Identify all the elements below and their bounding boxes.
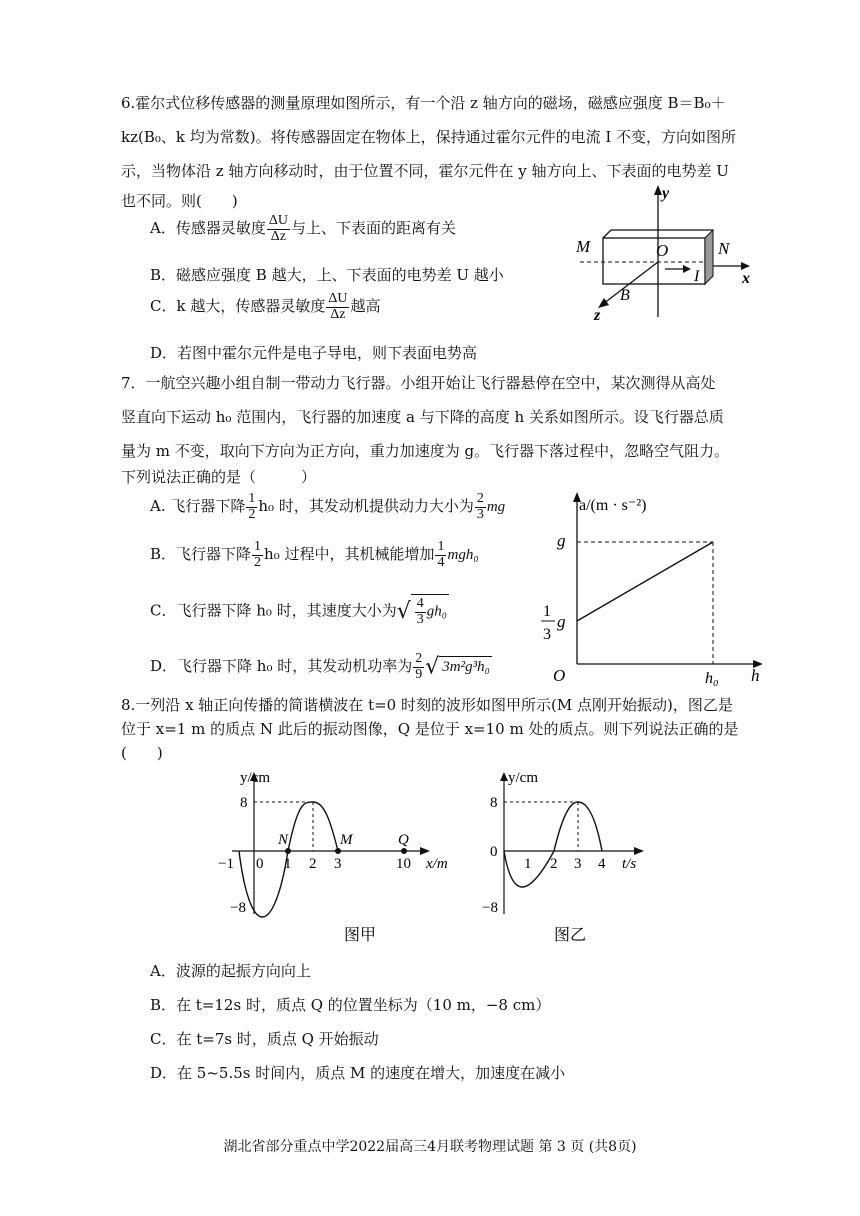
fraction-one-quarter — [435, 540, 446, 570]
figb-tick-1: 1 — [524, 856, 532, 872]
fraction-num: 1 — [254, 539, 262, 554]
figb-xlabel: t/s — [622, 856, 637, 872]
graph-label-g2: g — [557, 612, 566, 631]
figa-xlabel: x/m — [426, 856, 448, 872]
radical-sign: √ — [425, 654, 440, 680]
q7-option-d-text: D．飞行器下降 h₀ 时，其发动机功率为 — [150, 657, 413, 676]
fraction-num: 2 — [476, 491, 484, 506]
figb-tick-8: 8 — [490, 795, 498, 811]
figb-tick-2: 2 — [550, 856, 558, 872]
fraction-num: 4 — [416, 596, 424, 611]
fraction-den: 4 — [437, 554, 445, 570]
graph-label-h: h — [751, 666, 760, 685]
figb-caption: 图乙 — [554, 927, 587, 944]
fig-label-n: N — [718, 239, 730, 258]
q7-option-a — [150, 492, 505, 522]
figa-tick-8: 8 — [240, 795, 248, 811]
figa-label-q: Q — [398, 832, 409, 848]
figa-tick-10: 10 — [396, 856, 411, 872]
q6-option-c — [150, 292, 380, 322]
q8-option-c: C．在 t=7s 时，质点 Q 开始振动 — [150, 1030, 379, 1048]
figa-ylabel: y/cm — [240, 770, 270, 786]
figa-label-m: M — [340, 832, 353, 848]
graph-label-onethird-d: 3 — [543, 626, 551, 643]
fraction-den: Δz — [330, 306, 346, 322]
fraction — [267, 214, 290, 244]
figb-tick-0: 0 — [490, 844, 498, 860]
q7-option-b — [150, 540, 479, 570]
graph-label-o: O — [553, 666, 566, 685]
graph-label-onethird-n: 1 — [543, 603, 551, 620]
q6-option-b: B．磁感应强度 B 越大，上、下表面的电势差 U 越小 — [150, 266, 504, 284]
fraction-den: Δz — [270, 228, 287, 244]
fig-label-o: O — [656, 241, 669, 260]
figa-tick-neg1: −1 — [218, 856, 234, 872]
figa-caption: 图甲 — [344, 927, 377, 944]
radicand-text: gh₀ — [426, 603, 447, 620]
fig-label-i: I — [694, 268, 700, 285]
fraction-num: 2 — [415, 651, 423, 666]
fig-label-y: y — [662, 185, 670, 202]
figa-tick-2: 2 — [309, 856, 317, 872]
q6-option-a-text2: 与上、下表面的距离有关 — [290, 219, 456, 238]
figb-ylabel: y/cm — [508, 770, 538, 786]
q7-option-b-text: B．飞行器下降 — [150, 545, 252, 564]
fraction-two-thirds — [475, 492, 486, 522]
fraction-four-thirds — [415, 597, 426, 627]
q7-option-b-text3: mgh₀ — [447, 547, 479, 564]
q6-line3: 示，当物体沿 z 轴方向移动时，由于位置不同，霍尔元件在 y 轴方向上、下表面的电势差 U — [121, 162, 729, 180]
q8-line1: 8.一列沿 x 轴正向传播的简谐横波在 t=0 时刻的波形如图甲所示(M 点刚开始振动)，图乙是 — [121, 696, 733, 714]
fraction-one-half — [252, 540, 263, 570]
figa-label-n: N — [278, 832, 289, 848]
fraction-one-half — [246, 492, 257, 522]
figa-tick-neg8: −8 — [230, 900, 246, 916]
q7-option-a-text: A. 飞行器下降 — [150, 497, 246, 516]
fraction-num: ΔU — [328, 291, 348, 306]
radicand — [411, 594, 449, 627]
fraction-den: 3 — [416, 611, 424, 627]
figb-tick-neg8: −8 — [482, 900, 498, 916]
radicand — [439, 656, 492, 676]
figa-tick-0: 0 — [256, 856, 264, 872]
figb-tick-4: 4 — [598, 856, 606, 872]
figa-tick-1: 1 — [284, 856, 292, 872]
fraction-two-ninths — [413, 652, 424, 682]
fraction-den: 2 — [248, 506, 256, 522]
fig-label-m: M — [576, 237, 591, 256]
fraction-den: 9 — [415, 666, 423, 682]
q6-option-a-text: A．传感器灵敏度 — [150, 219, 266, 238]
acceleration-height-graph — [535, 486, 770, 690]
wave-figure-a — [212, 764, 472, 950]
q8-line2: 位于 x=1 m 的质点 N 此后的振动图像，Q 是位于 x=10 m 处的质点。则下列说法正确的是 — [121, 720, 739, 738]
page-footer: 湖北省部分重点中学2022届高三4月联考物理试题 第 3 页 (共8页) — [223, 1139, 637, 1155]
wave-figure-b — [478, 764, 648, 950]
fraction-num: 1 — [248, 491, 256, 506]
q6-option-d: D．若图中霍尔元件是电子导电，则下表面电势高 — [150, 344, 478, 362]
q6-option-c-text: C．k 越大，传感器灵敏度 — [150, 297, 326, 316]
radical-sign: √ — [396, 599, 411, 625]
q7-line1: 7．一航空兴趣小组自制一带动力飞行器。小组开始让飞行器悬停在空中，某次测得从高处 — [121, 374, 716, 392]
q6-line2: kz(B₀、k 均为常数)。将传感器固定在物体上，保持通过霍尔元件的电流 I 不变，方向如图所 — [121, 128, 737, 146]
q7-option-b-text2: h₀ 过程中，其机械能增加 — [264, 545, 435, 564]
fraction-num: 1 — [437, 539, 445, 554]
q7-option-a-text3: mg — [486, 499, 506, 516]
q8-option-a: A．波源的起振方向向上 — [150, 962, 311, 980]
figa-tick-3: 3 — [334, 856, 342, 872]
q7-option-d — [150, 652, 492, 682]
q7-line4: 下列说法正确的是（ ） — [121, 468, 317, 486]
q8-line3: ( ) — [121, 744, 163, 762]
figb-wave — [504, 802, 602, 887]
q6-line4: 也不同。则( ) — [121, 192, 238, 210]
graph-label-h0: h₀ — [705, 670, 719, 687]
fig-label-x: x — [742, 270, 750, 287]
radicand-text: 3m²g³h₀ — [442, 659, 490, 676]
fraction-den: 3 — [476, 506, 484, 522]
q8-option-b: B．在 t=12s 时，质点 Q 的位置坐标为（10 m，−8 cm） — [150, 996, 551, 1014]
q7-option-a-text2: h₀ 时，其发动机提供动力大小为 — [258, 497, 474, 516]
fraction-den: 2 — [254, 554, 262, 570]
fig-label-z: z — [594, 307, 601, 324]
fraction-num: ΔU — [268, 213, 288, 228]
hall-sensor-figure — [570, 182, 760, 324]
q7-option-c-text: C．飞行器下降 h₀ 时，其速度大小为 — [150, 601, 397, 620]
graph-ylabel: a/(m · s⁻²) — [579, 497, 647, 514]
q7-line3: 量为 m 不变，取向下方向为正方向，重力加速度为 g。飞行器下落过程中，忽略空气阻力。 — [121, 442, 730, 460]
q6-option-c-text2: 越高 — [350, 297, 381, 316]
figb-tick-3: 3 — [574, 856, 582, 872]
graph-label-g: g — [557, 531, 566, 550]
graph-line — [577, 542, 713, 621]
q6-line1: 6.霍尔式位移传感器的测量原理如图所示，有一个沿 z 轴方向的磁场，磁感应强度 B＝B₀＋ — [121, 94, 726, 112]
q8-option-d: D．在 5~5.5s 时间内，质点 M 的速度在增大，加速度在减小 — [150, 1064, 566, 1082]
fig-label-b: B — [620, 287, 630, 304]
fraction — [326, 292, 349, 322]
q7-option-c — [150, 594, 449, 627]
q7-line2: 竖直向下运动 h₀ 范围内，飞行器的加速度 a 与下降的高度 h 关系如图所示。设飞行器总质 — [121, 408, 724, 426]
q6-option-a — [150, 214, 456, 244]
